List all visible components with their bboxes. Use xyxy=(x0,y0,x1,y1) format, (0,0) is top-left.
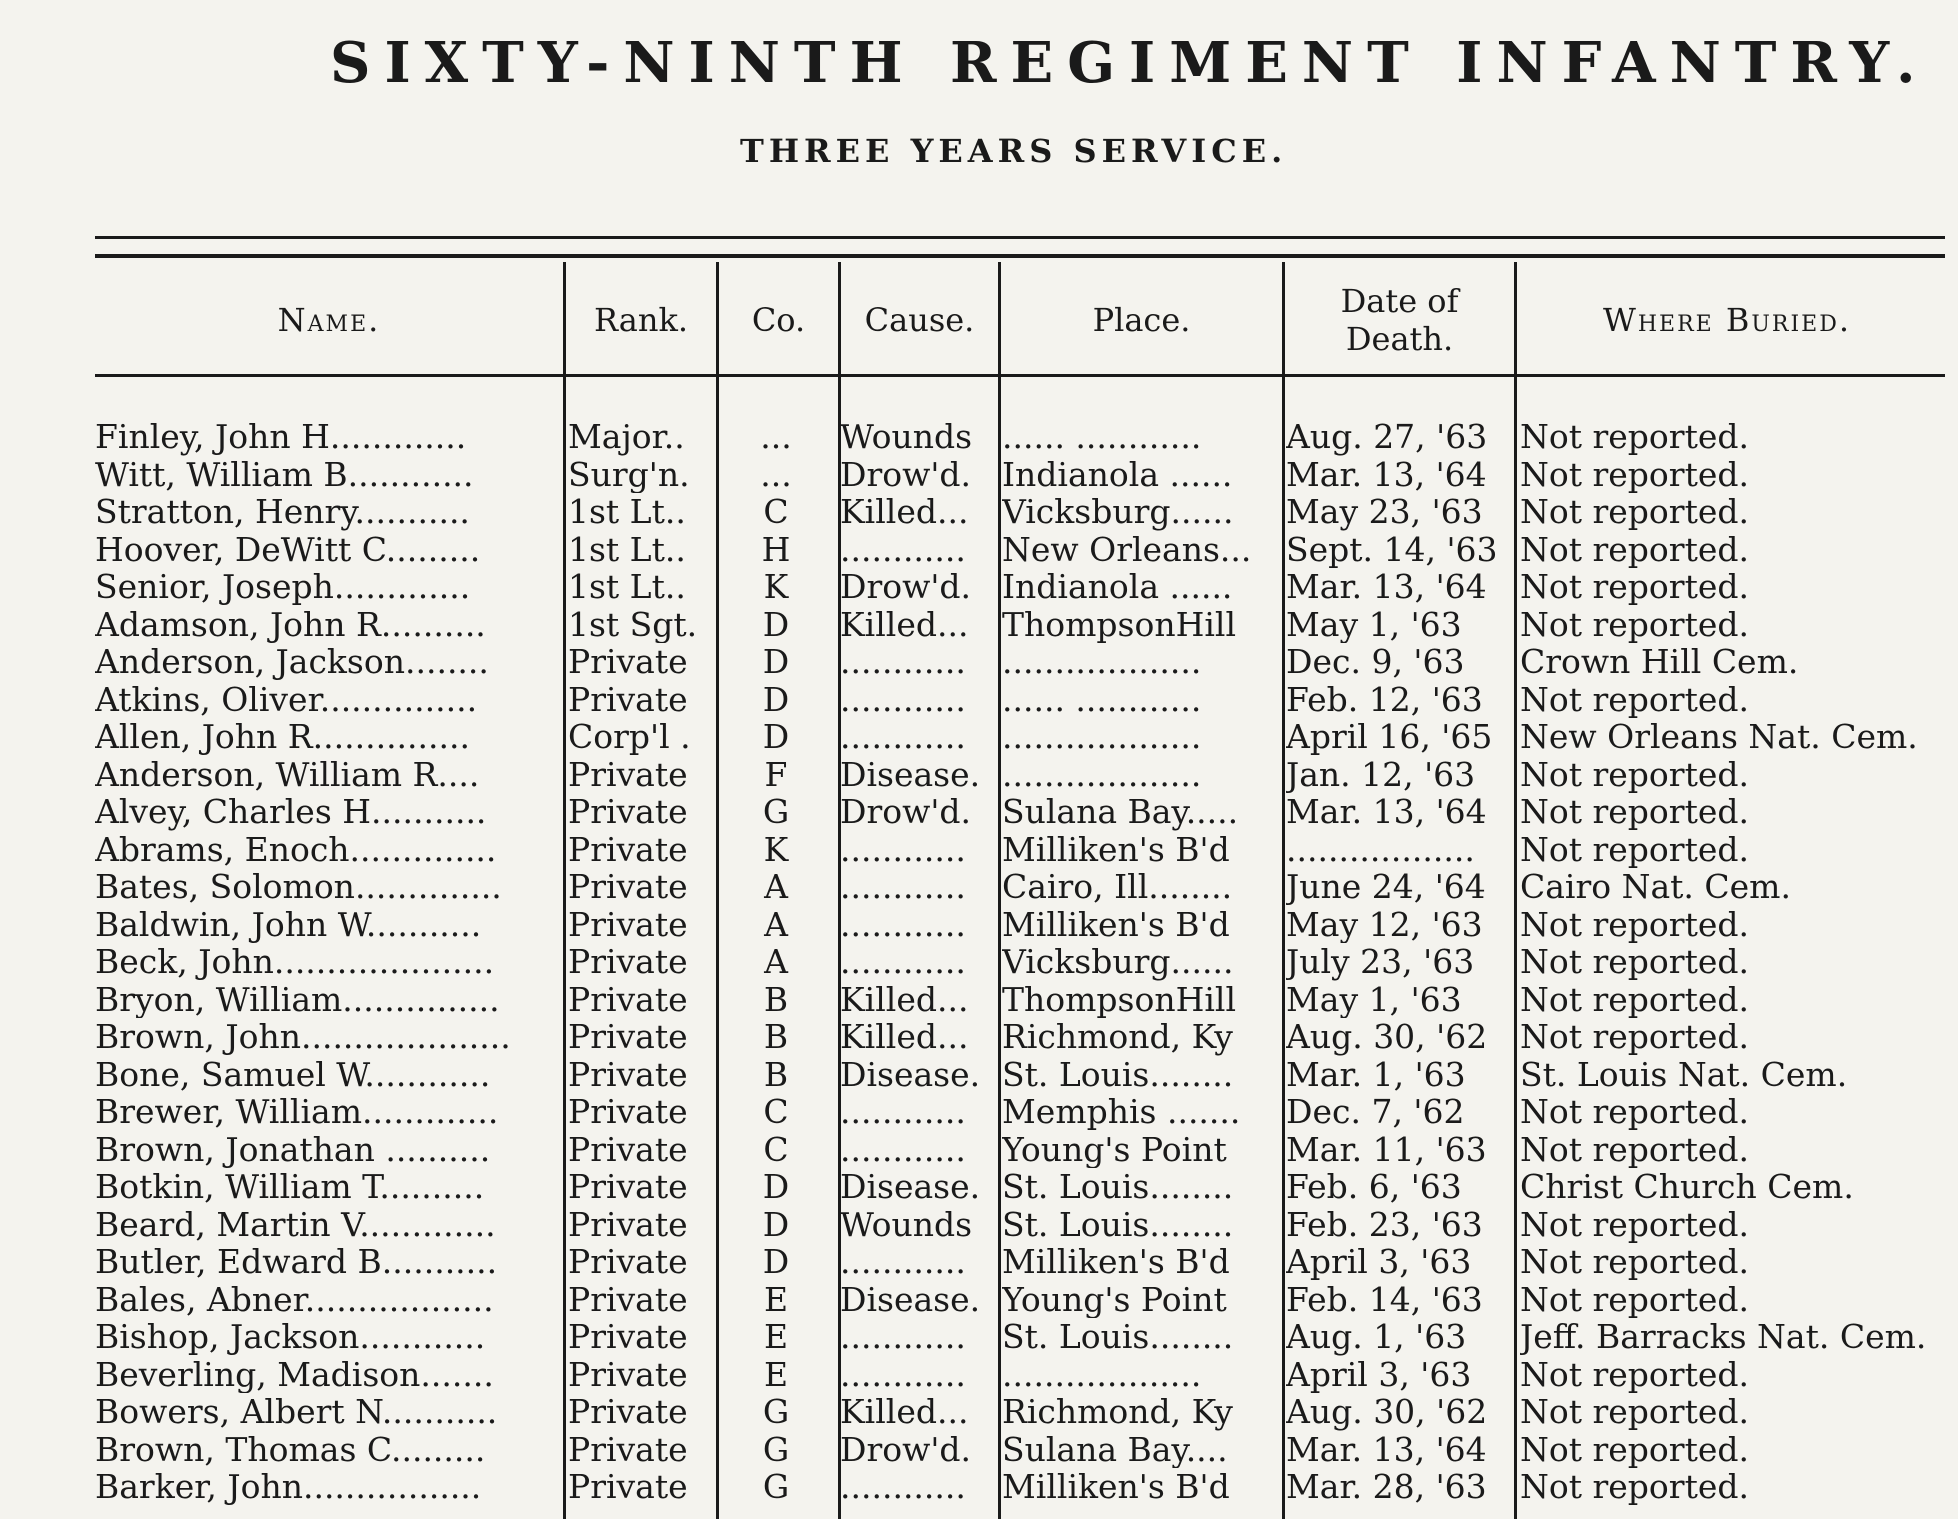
cell-date: Feb. 14, '63 xyxy=(1286,1280,1483,1318)
cell-buried: New Orleans Nat. Cem. xyxy=(1520,718,1918,756)
cell-cause: ............ xyxy=(840,830,966,868)
cell-cause: ............ xyxy=(840,680,966,718)
cell-date: Mar. 13, '64 xyxy=(1286,1430,1487,1468)
cell-place: ThompsonHill xyxy=(1002,605,1237,643)
table-row xyxy=(0,1393,1958,1431)
cell-co: B xyxy=(763,980,789,1018)
cell-place: New Orleans... xyxy=(1002,530,1252,568)
cell-date: April 3, '63 xyxy=(1286,1243,1472,1281)
cell-date: Feb. 23, '63 xyxy=(1286,1205,1483,1243)
cell-co: K xyxy=(763,568,789,606)
cell-place: Sulana Bay..... xyxy=(1002,793,1239,831)
cell-rank: Private xyxy=(568,868,688,906)
table-row xyxy=(0,1093,1958,1131)
cell-cause: ............ xyxy=(840,1130,966,1168)
cell-place: ...... ............ xyxy=(1002,680,1202,718)
cell-place: Young's Point xyxy=(1002,1280,1227,1318)
cell-cause: Killed... xyxy=(840,980,969,1018)
header-rank: Rank. xyxy=(593,301,689,339)
cell-rank: 1st Lt.. xyxy=(568,568,686,606)
cell-co: E xyxy=(763,1280,789,1318)
cell-date: Jan. 12, '63 xyxy=(1286,755,1476,793)
cell-rank: Private xyxy=(568,1130,688,1168)
header-date-line1: Date of xyxy=(1340,282,1459,320)
table-row xyxy=(0,1281,1958,1319)
cell-date: Sept. 14, '63 xyxy=(1286,530,1498,568)
cell-name: Bishop, Jackson............ xyxy=(95,1318,486,1356)
cell-name: Brown, John.................... xyxy=(95,1018,511,1056)
cell-place: St. Louis........ xyxy=(1002,1055,1234,1093)
cell-rank: Private xyxy=(568,1018,688,1056)
cell-buried: Not reported. xyxy=(1520,793,1749,831)
page-subtitle: THREE YEARS SERVICE. xyxy=(740,132,1288,170)
table-row xyxy=(0,1243,1958,1281)
cell-place: St. Louis........ xyxy=(1002,1168,1234,1206)
cell-place: Young's Point xyxy=(1002,1130,1227,1168)
cell-co: G xyxy=(762,793,790,831)
cell-date: June 24, '64 xyxy=(1286,868,1486,906)
cell-name: Bowers, Albert N........... xyxy=(95,1393,498,1431)
cell-buried: Not reported. xyxy=(1520,1243,1749,1281)
cell-buried: Not reported. xyxy=(1520,980,1749,1018)
cell-rank: Surg'n. xyxy=(568,455,690,493)
cell-rank: Private xyxy=(568,1280,688,1318)
cell-rank: Private xyxy=(568,1243,688,1281)
cell-date: Feb. 6, '63 xyxy=(1286,1168,1462,1206)
table-row xyxy=(0,531,1958,569)
table-row xyxy=(0,1431,1958,1469)
cell-buried: Not reported. xyxy=(1520,1468,1749,1506)
cell-cause: Wounds xyxy=(840,1205,973,1243)
cell-name: Beard, Martin V............. xyxy=(95,1205,496,1243)
cell-rank: Private xyxy=(568,980,688,1018)
cell-place: ...... ............ xyxy=(1002,418,1202,456)
cell-date: Aug. 30, '62 xyxy=(1286,1018,1488,1056)
cell-place: ................... xyxy=(1002,1355,1202,1393)
cell-rank: Corp'l . xyxy=(568,718,691,756)
cell-buried: Not reported. xyxy=(1520,493,1749,531)
cell-rank: Private xyxy=(568,680,688,718)
cell-place: Richmond, Ky xyxy=(1002,1393,1233,1431)
cell-name: Stratton, Henry........... xyxy=(95,493,470,531)
cell-rank: Private xyxy=(568,1318,688,1356)
cell-place: Vicksburg...... xyxy=(1002,493,1234,531)
cell-rank: Private xyxy=(568,905,688,943)
header-place: Place. xyxy=(1092,301,1191,339)
cell-cause: ............ xyxy=(840,530,966,568)
table-row xyxy=(0,456,1958,494)
cell-name: Adamson, John R.......... xyxy=(95,605,486,643)
cell-cause: Disease. xyxy=(840,1280,981,1318)
cell-co: E xyxy=(763,1318,789,1356)
cell-date: Aug. 1, '63 xyxy=(1286,1318,1467,1356)
cell-cause: Drow'd. xyxy=(840,568,972,606)
cell-cause: ............ xyxy=(840,643,966,681)
cell-name: Bales, Abner.................. xyxy=(95,1280,494,1318)
cell-date: April 16, '65 xyxy=(1286,718,1493,756)
cell-name: Atkins, Oliver............... xyxy=(95,680,478,718)
cell-cause: ............ xyxy=(840,1468,966,1506)
cell-name: Bates, Solomon.............. xyxy=(95,868,502,906)
cell-cause: ............ xyxy=(840,1093,966,1131)
cell-cause: ............ xyxy=(840,718,966,756)
cell-rank: Private xyxy=(568,1355,688,1393)
cell-buried: Not reported. xyxy=(1520,1393,1749,1431)
top-rule xyxy=(95,236,1945,239)
table-row xyxy=(0,1168,1958,1206)
cell-co: G xyxy=(762,1468,790,1506)
cell-name: Witt, William B............ xyxy=(95,455,474,493)
cell-name: Senior, Joseph............. xyxy=(95,568,471,606)
cell-place: Milliken's B'd xyxy=(1002,905,1230,943)
cell-date: .................. xyxy=(1286,830,1475,868)
cell-rank: 1st Lt.. xyxy=(568,493,686,531)
cell-place: ................... xyxy=(1002,643,1202,681)
cell-name: Abrams, Enoch.............. xyxy=(95,830,497,868)
cell-buried: Jeff. Barracks Nat. Cem. xyxy=(1520,1318,1927,1356)
cell-buried: Not reported. xyxy=(1520,605,1749,643)
header-cause: Cause. xyxy=(864,301,975,339)
cell-buried: Not reported. xyxy=(1520,905,1749,943)
cell-cause: ............ xyxy=(840,905,966,943)
cell-co: ... xyxy=(760,418,792,456)
cell-co: D xyxy=(762,680,790,718)
cell-name: Anderson, Jackson........ xyxy=(95,643,489,681)
cell-place: Cairo, Ill........ xyxy=(1002,868,1233,906)
cell-date: Dec. 7, '62 xyxy=(1286,1093,1465,1131)
table-row xyxy=(0,981,1958,1019)
cell-rank: Private xyxy=(568,1468,688,1506)
cell-rank: Private xyxy=(568,793,688,831)
cell-cause: Killed... xyxy=(840,1018,969,1056)
cell-rank: Private xyxy=(568,1168,688,1206)
cell-cause: Killed... xyxy=(840,605,969,643)
cell-co: D xyxy=(762,718,790,756)
table-row xyxy=(0,831,1958,869)
table-row xyxy=(0,643,1958,681)
table-row xyxy=(0,1056,1958,1094)
cell-name: Brown, Jonathan .......... xyxy=(95,1130,491,1168)
page-title: SIXTY-NINTH REGIMENT INFANTRY. xyxy=(330,30,1930,96)
cell-place: Indianola ...... xyxy=(1002,455,1233,493)
table-row xyxy=(0,906,1958,944)
cell-place: Milliken's B'd xyxy=(1002,1468,1230,1506)
cell-place: ThompsonHill xyxy=(1002,980,1237,1018)
cell-date: Aug. 27, '63 xyxy=(1286,418,1488,456)
cell-buried: Not reported. xyxy=(1520,568,1749,606)
cell-rank: Private xyxy=(568,1393,688,1431)
cell-place: Memphis ....... xyxy=(1002,1093,1241,1131)
table-row xyxy=(0,493,1958,531)
cell-buried: Not reported. xyxy=(1520,755,1749,793)
cell-buried: Crown Hill Cem. xyxy=(1520,643,1799,681)
cell-place: St. Louis........ xyxy=(1002,1318,1234,1356)
records-table xyxy=(0,418,1958,1506)
cell-buried: Cairo Nat. Cem. xyxy=(1520,868,1791,906)
cell-date: Mar. 13, '64 xyxy=(1286,455,1487,493)
cell-buried: Not reported. xyxy=(1520,1130,1749,1168)
header-date-line2: Death. xyxy=(1345,320,1454,358)
cell-rank: Major.. xyxy=(568,418,685,456)
cell-rank: Private xyxy=(568,830,688,868)
cell-buried: Christ Church Cem. xyxy=(1520,1168,1854,1206)
table-row xyxy=(0,868,1958,906)
cell-buried: Not reported. xyxy=(1520,1355,1749,1393)
cell-co: A xyxy=(764,943,788,981)
cell-buried: Not reported. xyxy=(1520,1205,1749,1243)
cell-buried: Not reported. xyxy=(1520,1430,1749,1468)
cell-cause: Wounds xyxy=(840,418,973,456)
cell-buried: Not reported. xyxy=(1520,530,1749,568)
cell-name: Hoover, DeWitt C......... xyxy=(95,530,481,568)
cell-date: Aug. 30, '62 xyxy=(1286,1393,1488,1431)
cell-name: Baldwin, John W........... xyxy=(95,905,482,943)
cell-co: C xyxy=(763,493,789,531)
cell-date: Feb. 12, '63 xyxy=(1286,680,1483,718)
cell-date: May 1, '63 xyxy=(1286,605,1462,643)
table-row xyxy=(0,606,1958,644)
table-row xyxy=(0,681,1958,719)
cell-co: H xyxy=(761,530,791,568)
cell-name: Finley, John H............. xyxy=(95,418,467,456)
cell-rank: 1st Sgt. xyxy=(568,605,698,643)
cell-cause: Disease. xyxy=(840,1055,981,1093)
cell-buried: Not reported. xyxy=(1520,943,1749,981)
cell-cause: ............ xyxy=(840,1318,966,1356)
header-bottom-rule xyxy=(95,374,1945,377)
header-name: Name. xyxy=(277,301,381,339)
cell-co: C xyxy=(763,1130,789,1168)
cell-name: Brown, Thomas C......... xyxy=(95,1430,486,1468)
cell-cause: Drow'd. xyxy=(840,1430,972,1468)
cell-cause: ............ xyxy=(840,1355,966,1393)
cell-co: D xyxy=(762,1205,790,1243)
cell-buried: Not reported. xyxy=(1520,1093,1749,1131)
table-row xyxy=(0,1206,1958,1244)
cell-rank: Private xyxy=(568,755,688,793)
cell-co: B xyxy=(763,1018,789,1056)
top-rule-double xyxy=(95,254,1945,258)
cell-date: Dec. 9, '63 xyxy=(1286,643,1465,681)
header-co: Co. xyxy=(751,301,806,339)
cell-name: Alvey, Charles H........... xyxy=(95,793,487,831)
cell-name: Beck, John..................... xyxy=(95,943,495,981)
cell-name: Bryon, William............... xyxy=(95,980,500,1018)
cell-co: B xyxy=(763,1055,789,1093)
table-row xyxy=(0,1018,1958,1056)
cell-place: ................... xyxy=(1002,755,1202,793)
cell-date: May 12, '63 xyxy=(1286,905,1483,943)
table-row xyxy=(0,718,1958,756)
cell-rank: Private xyxy=(568,1430,688,1468)
cell-name: Brewer, William............. xyxy=(95,1093,499,1131)
cell-name: Anderson, William R.... xyxy=(95,755,480,793)
cell-date: Mar. 28, '63 xyxy=(1286,1468,1487,1506)
header-date xyxy=(1285,268,1514,372)
table-row xyxy=(0,1131,1958,1169)
cell-co: D xyxy=(762,1243,790,1281)
cell-date: May 1, '63 xyxy=(1286,980,1462,1018)
table-row xyxy=(0,1468,1958,1506)
cell-place: Milliken's B'd xyxy=(1002,830,1230,868)
cell-place: ................... xyxy=(1002,718,1202,756)
cell-buried: St. Louis Nat. Cem. xyxy=(1520,1055,1848,1093)
cell-date: Mar. 13, '64 xyxy=(1286,568,1487,606)
table-row xyxy=(0,943,1958,981)
cell-cause: ............ xyxy=(840,943,966,981)
cell-co: ... xyxy=(760,455,792,493)
cell-place: Vicksburg...... xyxy=(1002,943,1234,981)
cell-co: D xyxy=(762,1168,790,1206)
cell-cause: ............ xyxy=(840,1243,966,1281)
cell-cause: Drow'd. xyxy=(840,793,972,831)
table-row xyxy=(0,568,1958,606)
cell-buried: Not reported. xyxy=(1520,418,1749,456)
cell-buried: Not reported. xyxy=(1520,455,1749,493)
cell-buried: Not reported. xyxy=(1520,680,1749,718)
cell-co: G xyxy=(762,1430,790,1468)
cell-rank: 1st Lt.. xyxy=(568,530,686,568)
cell-co: D xyxy=(762,605,790,643)
cell-buried: Not reported. xyxy=(1520,1018,1749,1056)
cell-co: E xyxy=(763,1355,789,1393)
cell-place: Indianola ...... xyxy=(1002,568,1233,606)
cell-co: C xyxy=(763,1093,789,1131)
cell-co: K xyxy=(763,830,789,868)
cell-place: Sulana Bay.... xyxy=(1002,1430,1228,1468)
cell-place: Milliken's B'd xyxy=(1002,1243,1230,1281)
cell-date: Mar. 13, '64 xyxy=(1286,793,1487,831)
table-row xyxy=(0,418,1958,456)
cell-cause: Disease. xyxy=(840,755,981,793)
cell-cause: Drow'd. xyxy=(840,455,972,493)
table-row xyxy=(0,1318,1958,1356)
cell-name: Barker, John................. xyxy=(95,1468,482,1506)
cell-cause: ............ xyxy=(840,868,966,906)
cell-rank: Private xyxy=(568,1093,688,1131)
cell-date: Mar. 1, '63 xyxy=(1286,1055,1466,1093)
cell-name: Bone, Samuel W............ xyxy=(95,1055,491,1093)
cell-cause: Disease. xyxy=(840,1168,981,1206)
cell-rank: Private xyxy=(568,1055,688,1093)
cell-date: Mar. 11, '63 xyxy=(1286,1130,1487,1168)
cell-place: Richmond, Ky xyxy=(1002,1018,1233,1056)
cell-cause: Killed... xyxy=(840,1393,969,1431)
table-row xyxy=(0,1356,1958,1394)
table-row xyxy=(0,756,1958,794)
cell-name: Beverling, Madison....... xyxy=(95,1355,494,1393)
cell-name: Botkin, William T.......... xyxy=(95,1168,485,1206)
cell-rank: Private xyxy=(568,1205,688,1243)
cell-co: G xyxy=(762,1393,790,1431)
cell-buried: Not reported. xyxy=(1520,1280,1749,1318)
header-buried: Where Buried. xyxy=(1602,301,1852,339)
cell-cause: Killed... xyxy=(840,493,969,531)
cell-date: April 3, '63 xyxy=(1286,1355,1472,1393)
cell-date: July 23, '63 xyxy=(1286,943,1475,981)
cell-name: Butler, Edward B........... xyxy=(95,1243,498,1281)
cell-place: St. Louis........ xyxy=(1002,1205,1234,1243)
cell-name: Allen, John R............... xyxy=(95,718,470,756)
cell-co: A xyxy=(764,868,788,906)
cell-rank: Private xyxy=(568,643,688,681)
cell-buried: Not reported. xyxy=(1520,830,1749,868)
cell-date: May 23, '63 xyxy=(1286,493,1483,531)
cell-co: D xyxy=(762,643,790,681)
cell-co: F xyxy=(764,755,788,793)
cell-co: A xyxy=(764,905,788,943)
cell-rank: Private xyxy=(568,943,688,981)
table-row xyxy=(0,793,1958,831)
